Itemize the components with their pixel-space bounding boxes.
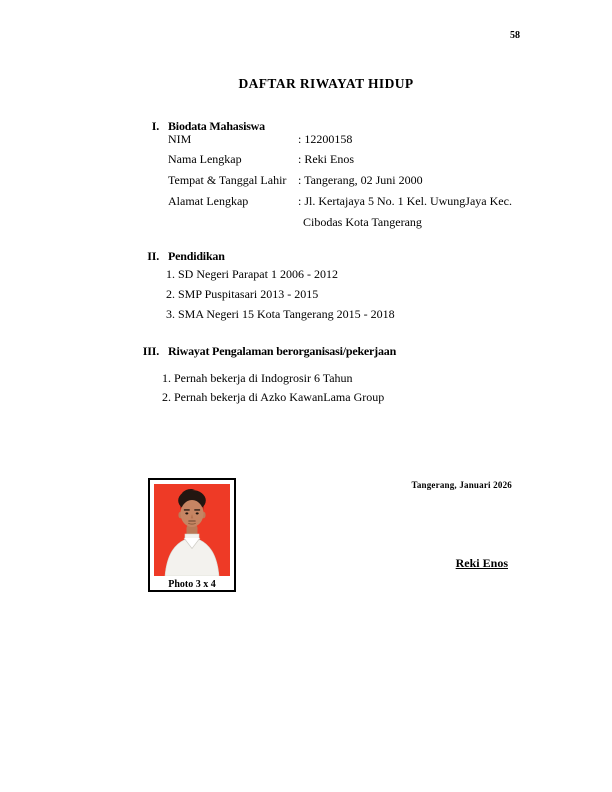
page-number: 58: [510, 30, 520, 41]
id-photo-frame: [148, 478, 236, 592]
field-value: : 12200158: [298, 132, 353, 146]
work-item: 1. Pernah bekerja di Indogrosir 6 Tahun: [162, 371, 353, 385]
section-numeral: III.: [142, 344, 159, 358]
id-photo: [154, 484, 230, 576]
education-item: 1. SD Negeri Parapat 1 2006 - 2012: [166, 267, 338, 281]
field-value: : Reki Enos: [298, 152, 354, 166]
field-label: Alamat Lengkap: [168, 194, 249, 208]
field-alamat-line2: Cibodas Kota Tangerang: [303, 215, 422, 229]
field-label: Tempat & Tanggal Lahir: [168, 173, 287, 187]
field-value: : Jl. Kertajaya 5 No. 1 Kel. UwungJaya Kec.: [298, 194, 512, 208]
section-heading-text: Riwayat Pengalaman berorganisasi/pekerjaan: [168, 344, 397, 358]
section-pendidikan-heading: [141, 249, 225, 264]
signature-name: Reki Enos: [455, 556, 508, 570]
education-item: 3. SMA Negeri 15 Kota Tangerang 2015 - 2018: [166, 307, 395, 321]
section-heading-text: Biodata Mahasiswa: [168, 119, 265, 133]
section-numeral: I.: [151, 119, 159, 133]
field-nama: [168, 152, 354, 167]
work-item: 2. Pernah bekerja di Azko KawanLama Group: [162, 390, 385, 404]
section-pengalaman-heading: [141, 344, 396, 359]
field-alamat: [168, 194, 512, 209]
section-numeral: II.: [147, 249, 159, 263]
field-label: Nama Lengkap: [168, 152, 242, 166]
place-date: Tangerang, Januari 2026: [411, 480, 512, 490]
field-ttl: [168, 173, 423, 188]
field-nim: [168, 132, 352, 147]
field-value: : Tangerang, 02 Juni 2000: [298, 173, 423, 187]
page-title: DAFTAR RIWAYAT HIDUP: [238, 76, 414, 91]
photo-caption: Photo 3 x 4: [168, 579, 216, 590]
field-label: NIM: [168, 132, 192, 146]
section-heading-text: Pendidikan: [168, 249, 225, 263]
education-item: 2. SMP Puspitasari 2013 - 2015: [166, 287, 319, 301]
